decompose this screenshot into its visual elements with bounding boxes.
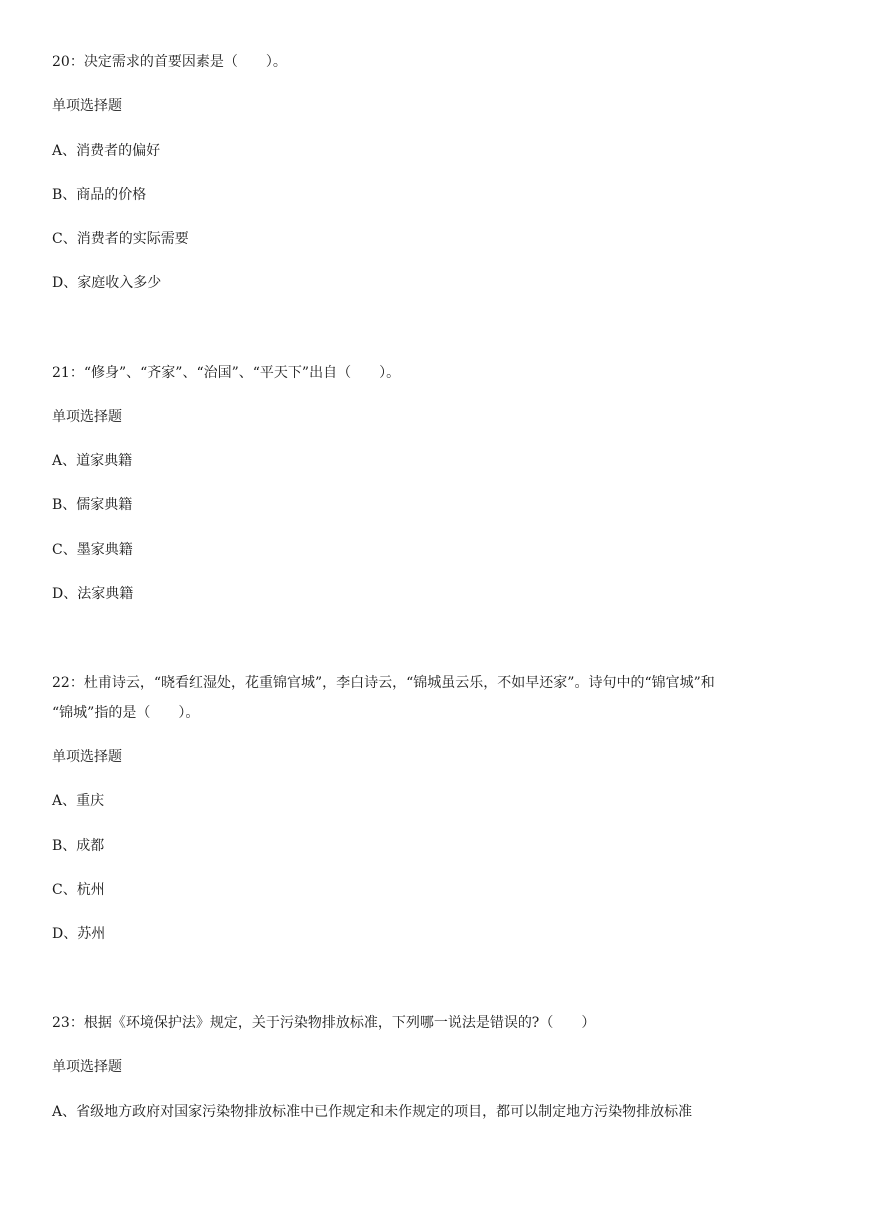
question-23-stem: 23：根据《环境保护法》规定，关于污染物排放标准，下列哪一说法是错误的?（ ）: [52, 1015, 596, 1031]
question-21-option-a: A、道家典籍: [52, 453, 133, 469]
question-22-stem-line1: 22：杜甫诗云，“晓看红湿处，花重锦官城”，李白诗云，“锦城虽云乐，不如早还家”。诗句中的“锦官城”和: [52, 675, 715, 691]
question-21-option-c: C、墨家典籍: [52, 542, 133, 558]
question-20-option-c: C、消费者的实际需要: [52, 231, 189, 247]
question-20-stem: 20：决定需求的首要因素是（ ）。: [52, 54, 287, 70]
question-22-stem-line2: “锦城”指的是（ ）。: [52, 705, 200, 721]
question-23-option-a: A、省级地方政府对国家污染物排放标准中已作规定和未作规定的项目，都可以制定地方污染物排放标准: [52, 1104, 693, 1120]
question-22-option-a: A、重庆: [52, 793, 105, 809]
question-21-option-b: B、儒家典籍: [52, 497, 133, 513]
question-20-option-d: D、家庭收入多少: [52, 275, 162, 291]
question-22-option-d: D、苏州: [52, 926, 106, 942]
question-22-option-b: B、成都: [52, 838, 105, 854]
question-20-type: 单项选择题: [52, 98, 122, 114]
question-21-stem: 21：“修身”、“齐家”、“治国”、“平天下”出自（ ）。: [52, 365, 401, 381]
question-21-type: 单项选择题: [52, 409, 122, 425]
question-21-option-d: D、法家典籍: [52, 586, 134, 602]
question-20-option-b: B、商品的价格: [52, 187, 147, 203]
question-22-type: 单项选择题: [52, 749, 122, 765]
question-23-type: 单项选择题: [52, 1059, 122, 1075]
question-22-option-c: C、杭州: [52, 882, 105, 898]
question-20-option-a: A、消费者的偏好: [52, 143, 161, 159]
